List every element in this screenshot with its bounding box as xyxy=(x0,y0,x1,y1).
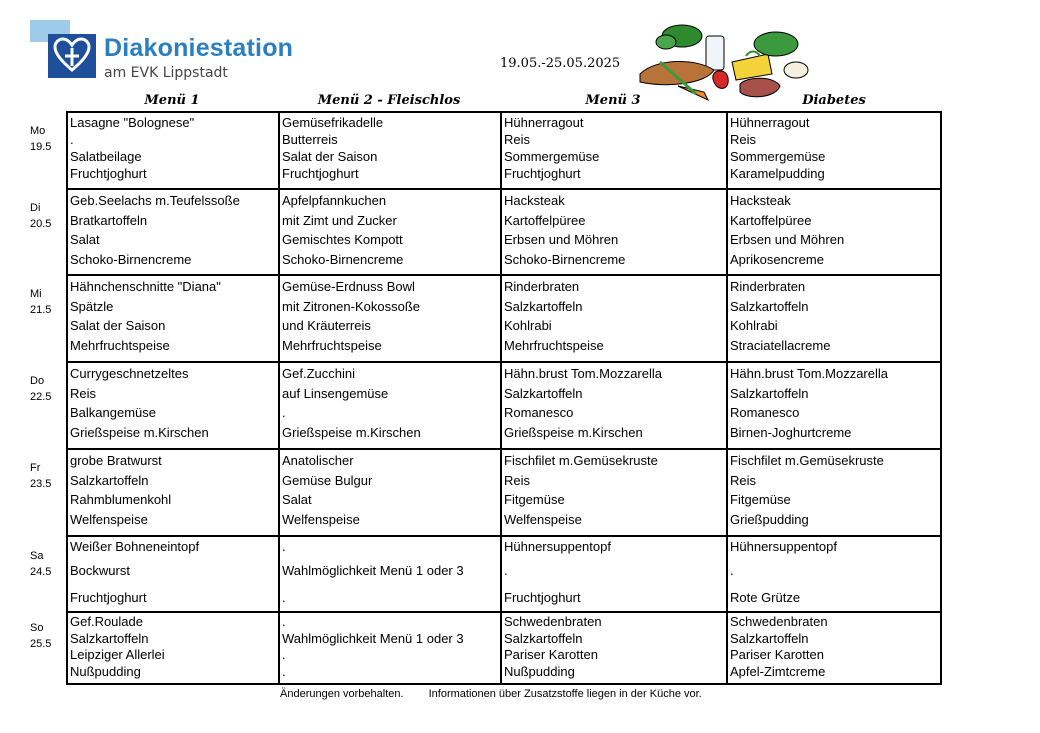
menu-line: . xyxy=(70,132,74,147)
column-header-diabetes: Diabetes xyxy=(802,93,866,108)
date-range: 19.05.-25.05.2025 xyxy=(500,56,621,71)
menu-cell xyxy=(502,450,728,535)
menu-line: Schoko-Birnencreme xyxy=(504,251,626,267)
menu-line: Romanesco xyxy=(504,405,574,420)
column-header-menu-1: Menü 1 xyxy=(144,93,200,108)
menu-line: Salat xyxy=(282,492,312,507)
menu-line: Hühnersuppentopf xyxy=(504,539,611,554)
menu-line: Schoko-Birnencreme xyxy=(70,251,192,267)
menu-cell xyxy=(280,613,502,685)
menu-line: Wahlmöglichkeit Menü 1 oder 3 xyxy=(282,563,464,578)
menu-cell xyxy=(68,276,280,361)
menu-line: Reis xyxy=(70,385,97,401)
menu-line: Gemüse Bulgur xyxy=(282,472,373,488)
menu-line: Reis xyxy=(730,132,757,147)
table-row xyxy=(68,363,940,450)
menu-line: Leipziger Allerlei xyxy=(70,647,165,662)
menu-line: Pariser Karotten xyxy=(504,647,598,662)
menu-line: grobe Bratwurst xyxy=(70,453,162,468)
menu-cell xyxy=(68,363,280,448)
menu-line: Hühnersuppentopf xyxy=(730,539,837,554)
day-date: 21.5 xyxy=(30,304,52,316)
day-name: Mo xyxy=(30,125,46,137)
menu-line: Aprikosencreme xyxy=(730,251,824,267)
menu-line: Fruchtjoghurt xyxy=(70,590,147,605)
menu-line: Hacksteak xyxy=(730,193,791,208)
menu-line: Fruchtjoghurt xyxy=(504,166,581,181)
day-name: So xyxy=(30,622,44,634)
day-name: Do xyxy=(30,375,45,387)
menu-line: Grießspeise m.Kirschen xyxy=(504,424,643,440)
menu-line: Wahlmöglichkeit Menü 1 oder 3 xyxy=(282,630,464,646)
menu-cell xyxy=(280,363,502,448)
menu-line: Salzkartoffeln xyxy=(504,298,583,314)
day-name: Di xyxy=(30,202,41,214)
menu-line: Salzkartoffeln xyxy=(730,298,809,314)
day-label xyxy=(30,286,51,318)
menu-line: auf Linsengemüse xyxy=(282,385,389,401)
menu-cell xyxy=(728,537,940,611)
day-name: Sa xyxy=(30,550,44,562)
menu-cell xyxy=(68,190,280,274)
table-row xyxy=(68,537,940,613)
menu-line: Fruchtjoghurt xyxy=(504,590,581,605)
menu-line: Hähnchenschnitte "Diana" xyxy=(70,279,221,294)
menu-line: Salzkartoffeln xyxy=(730,630,809,646)
menu-line: Mehrfruchtspeise xyxy=(70,337,170,353)
footer xyxy=(280,688,702,700)
table-row xyxy=(68,190,940,276)
menu-line: Kartoffelpüree xyxy=(730,212,812,228)
day-date: 25.5 xyxy=(30,638,52,650)
menu-line: Apfelpfannkuchen xyxy=(282,193,387,208)
day-label xyxy=(30,373,51,405)
table-row xyxy=(68,113,940,190)
footer-note-additives: Informationen über Zusatzstoffe liegen in der Küche vor. xyxy=(428,688,702,700)
table-row xyxy=(68,613,940,685)
menu-line: Welfenspeise xyxy=(282,511,360,527)
menu-line: Nußpudding xyxy=(504,663,575,679)
menu-cell xyxy=(502,613,728,685)
menu-line: Fitgemüse xyxy=(730,492,791,507)
table-row xyxy=(68,450,940,537)
menu-line: Gemüsefrikadelle xyxy=(282,115,384,130)
menu-line: Fruchtjoghurt xyxy=(282,166,359,181)
menu-line: Schoko-Birnencreme xyxy=(282,251,404,267)
menu-line: Welfenspeise xyxy=(504,511,582,527)
menu-line: . xyxy=(282,590,286,605)
menu-cell xyxy=(728,363,940,448)
menu-line: Rinderbraten xyxy=(730,279,806,294)
menu-line: Fruchtjoghurt xyxy=(70,166,147,181)
menu-line: Butterreis xyxy=(282,132,338,147)
day-label xyxy=(30,620,51,652)
diakonie-logo-icon xyxy=(30,20,100,78)
menu-line: mit Zitronen-Kokossoße xyxy=(282,298,420,314)
menu-line: Grießspeise m.Kirschen xyxy=(70,424,209,440)
menu-line: Rote Grütze xyxy=(730,590,801,605)
menu-line: Kohlrabi xyxy=(730,318,778,333)
menu-line: Geb.Seelachs m.Teufelssoße xyxy=(70,193,240,208)
menu-line: Karamelpudding xyxy=(730,166,825,181)
column-header-menu-2: Menü 2 - Fleischlos xyxy=(317,93,461,108)
day-label xyxy=(30,548,51,580)
footer-note-changes: Änderungen vorbehalten. xyxy=(280,688,404,700)
menu-line: Birnen-Joghurtcreme xyxy=(730,424,852,440)
menu-cell xyxy=(280,450,502,535)
menu-line: Hähn.brust Tom.Mozzarella xyxy=(504,366,662,381)
table-row xyxy=(68,276,940,363)
menu-line: Salzkartoffeln xyxy=(70,472,149,488)
day-name: Mi xyxy=(30,288,42,300)
menu-line: Spätzle xyxy=(70,298,114,314)
menu-line: Kartoffelpüree xyxy=(504,212,586,228)
menu-line: Pariser Karotten xyxy=(730,647,824,662)
menu-table xyxy=(66,111,942,685)
menu-line: Lasagne "Bolognese" xyxy=(70,115,195,130)
day-label xyxy=(30,460,51,492)
menu-line: Gemüse-Erdnuss Bowl xyxy=(282,279,415,294)
menu-cell xyxy=(68,537,280,611)
menu-line: Salat xyxy=(70,232,100,247)
menu-line: Rahmblumenkohl xyxy=(70,492,172,507)
menu-cell xyxy=(502,537,728,611)
logo xyxy=(30,20,330,85)
day-date: 19.5 xyxy=(30,141,52,153)
day-name: Fr xyxy=(30,462,41,474)
menu-cell xyxy=(502,113,728,188)
menu-cell xyxy=(728,450,940,535)
menu-line: . xyxy=(504,563,508,578)
menu-line: Kohlrabi xyxy=(504,318,552,333)
menu-line: Grießspeise m.Kirschen xyxy=(282,424,421,440)
menu-line: Bockwurst xyxy=(70,563,130,578)
menu-line: Hühnerragout xyxy=(730,115,810,130)
menu-line: . xyxy=(282,647,286,662)
menu-cell xyxy=(502,190,728,274)
day-label xyxy=(30,123,51,155)
menu-line: . xyxy=(282,614,286,629)
menu-line: Sommergemüse xyxy=(504,149,600,164)
menu-line: Erbsen und Möhren xyxy=(730,232,845,247)
menu-line: . xyxy=(282,539,286,554)
menu-line: Salat der Saison xyxy=(282,149,378,164)
day-label xyxy=(30,200,51,232)
menu-line: Hähn.brust Tom.Mozzarella xyxy=(730,366,888,381)
menu-line: und Kräuterreis xyxy=(282,318,371,333)
day-date: 23.5 xyxy=(30,478,52,490)
menu-cell xyxy=(280,537,502,611)
logo-subtitle: am EVK Lippstadt xyxy=(104,65,228,81)
menu-line: Balkangemüse xyxy=(70,405,156,420)
menu-line: Nußpudding xyxy=(70,663,141,679)
menu-cell xyxy=(728,613,940,685)
menu-line: Fischfilet m.Gemüsekruste xyxy=(730,453,884,468)
menu-line: Salat der Saison xyxy=(70,318,166,333)
menu-line: mit Zimt und Zucker xyxy=(282,212,397,228)
menu-line: Erbsen und Möhren xyxy=(504,232,619,247)
menu-cell xyxy=(280,190,502,274)
day-date: 24.5 xyxy=(30,566,52,578)
menu-line: Salzkartoffeln xyxy=(504,630,583,646)
menu-line: Mehrfruchtspeise xyxy=(282,337,382,353)
menu-line: Mehrfruchtspeise xyxy=(504,337,604,353)
column-headers xyxy=(66,92,942,110)
menu-line: Welfenspeise xyxy=(70,511,148,527)
menu-line: Weißer Bohneneintopf xyxy=(70,539,200,554)
menu-line: Fitgemüse xyxy=(504,492,565,507)
menu-line: Sommergemüse xyxy=(730,149,826,164)
day-date: 22.5 xyxy=(30,391,52,403)
menu-cell xyxy=(68,450,280,535)
menu-cell xyxy=(728,276,940,361)
menu-line: Salzkartoffeln xyxy=(70,630,149,646)
menu-line: Straciatellacreme xyxy=(730,337,831,353)
logo-title: Diakoniestation xyxy=(104,34,294,62)
menu-cell xyxy=(502,276,728,361)
menu-line: Reis xyxy=(504,132,531,147)
menu-line: Bratkartoffeln xyxy=(70,212,148,228)
menu-line: Schwedenbraten xyxy=(504,614,602,629)
menu-cell xyxy=(280,113,502,188)
menu-cell xyxy=(728,113,940,188)
menu-line: Hacksteak xyxy=(504,193,565,208)
menu-line: . xyxy=(730,563,734,578)
menu-line: Hühnerragout xyxy=(504,115,584,130)
menu-line: Gef.Roulade xyxy=(70,614,143,629)
menu-line: Grießpudding xyxy=(730,511,809,527)
menu-line: Rinderbraten xyxy=(504,279,580,294)
menu-line: Gef.Zucchini xyxy=(282,366,355,381)
menu-line: Romanesco xyxy=(730,405,800,420)
column-header-menu-3: Menü 3 xyxy=(585,93,641,108)
menu-line: Fischfilet m.Gemüsekruste xyxy=(504,453,658,468)
menu-line: . xyxy=(282,663,286,679)
menu-line: Salzkartoffeln xyxy=(504,385,583,401)
day-date: 20.5 xyxy=(30,218,52,230)
menu-cell xyxy=(68,613,280,685)
menu-line: . xyxy=(282,405,286,420)
day-labels xyxy=(26,111,66,685)
menu-cell xyxy=(68,113,280,188)
menu-line: Salzkartoffeln xyxy=(730,385,809,401)
menu-line: Apfel-Zimtcreme xyxy=(730,663,826,679)
menu-line: Reis xyxy=(730,472,757,488)
menu-line: Anatolischer xyxy=(282,453,354,468)
menu-line: Salatbeilage xyxy=(70,149,142,164)
menu-cell xyxy=(728,190,940,274)
menu-cell xyxy=(502,363,728,448)
menu-cell xyxy=(280,276,502,361)
menu-line: Gemischtes Kompott xyxy=(282,232,403,247)
menu-line: Currygeschnetzeltes xyxy=(70,366,189,381)
menu-line: Reis xyxy=(504,472,531,488)
menu-line: Schwedenbraten xyxy=(730,614,828,629)
